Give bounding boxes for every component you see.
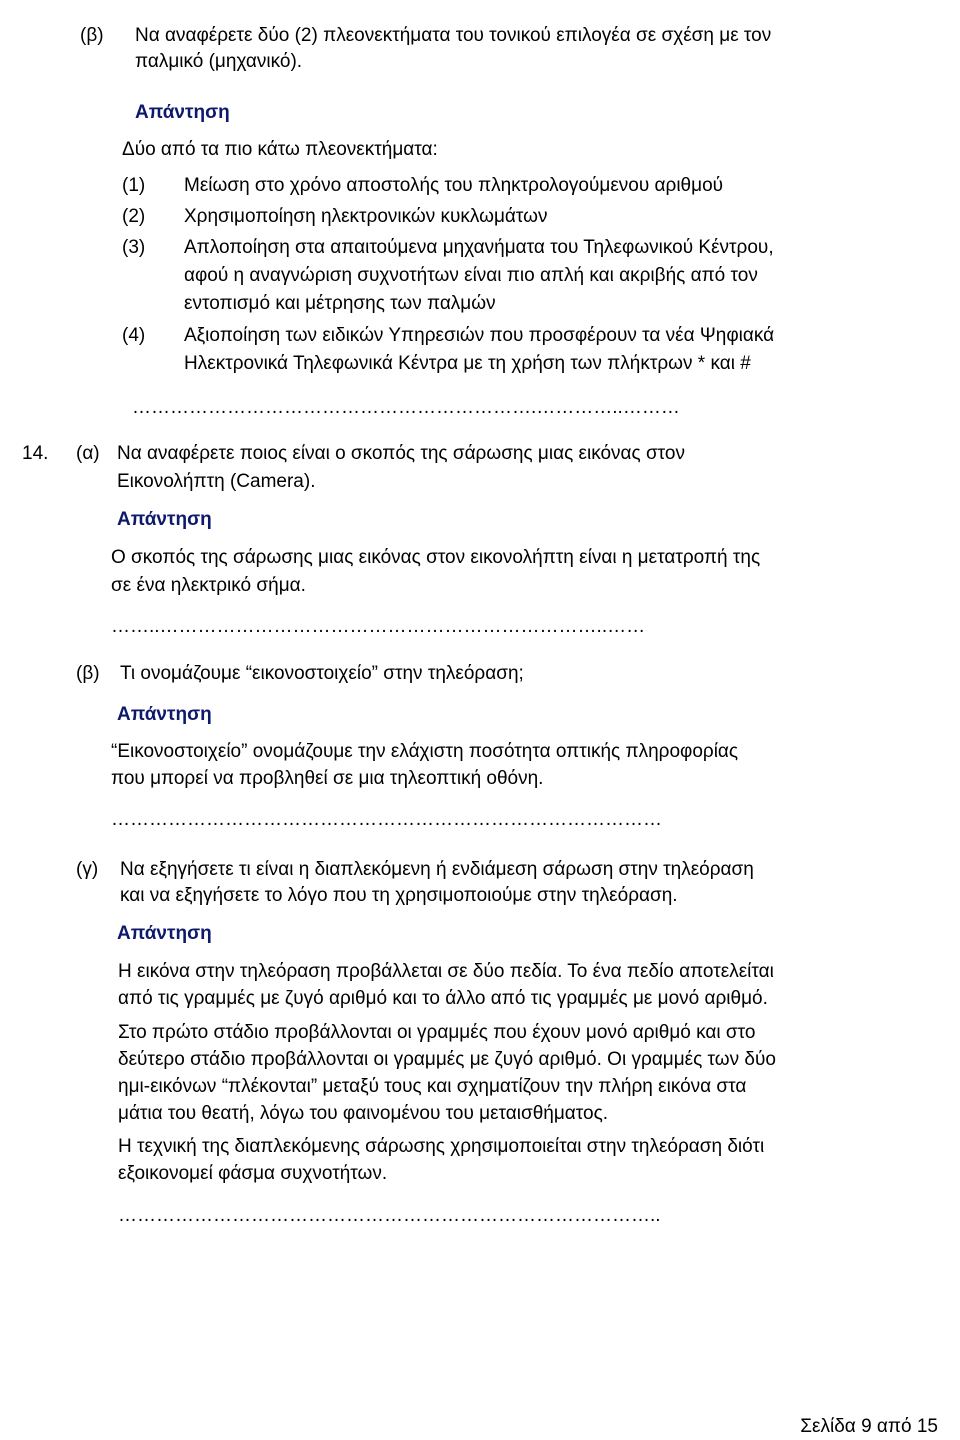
q14a-question-line2: Εικονολήπτη (Camera). <box>117 471 316 492</box>
q14b-answer-heading: Απάντηση <box>117 704 212 725</box>
q14c-p2-line4: μάτια του θεατή, λόγω του φαινομένου του μεταισθήματος. <box>118 1103 609 1124</box>
q14c-p3-line1: Η τεχνική της διαπλεκόμενης σάρωσης χρησιμοποιείται στην τηλεόραση διότι <box>118 1136 765 1157</box>
q13b-label: (β) <box>80 25 104 46</box>
q14a-answer-heading: Απάντηση <box>117 509 212 530</box>
q14-number: 14. <box>22 443 49 464</box>
q14b-question: Τι ονομάζουμε “εικονοστοιχείο” στην τηλεόραση; <box>120 663 524 684</box>
q14c-p2-line1: Στο πρώτο στάδιο προβάλλονται οι γραμμές που έχουν μονό αριθμό και στο <box>118 1022 756 1043</box>
q14b-dotted-line: …………………………………………………………………………… <box>111 809 662 830</box>
q13b-intro: Δύο από τα πιο κάτω πλεονεκτήματα: <box>122 139 438 160</box>
q14b-label: (β) <box>76 663 100 684</box>
q13b-item1-text: Μείωση στο χρόνο αποστολής του πληκτρολογούμενου αριθμού <box>184 175 724 196</box>
q14a-question-line1: Να αναφέρετε ποιος είναι ο σκοπός της σάρωσης μιας εικόνας στον <box>117 443 685 464</box>
q14c-dotted-line: ………………………………………………………………………….. <box>118 1205 661 1226</box>
q14c-p3-line2: εξοικονομεί φάσμα συχνοτήτων. <box>118 1163 388 1184</box>
q13b-item2-text: Χρησιμοποίηση ηλεκτρονικών κυκλωμάτων <box>184 206 548 227</box>
q14c-question-line1: Να εξηγήσετε τι είναι η διαπλεκόμενη ή ενδιάμεση σάρωση στην τηλεόραση <box>120 859 754 880</box>
q14c-question-line2: και να εξηγήσετε το λόγο που τη χρησιμοποιούμε στην τηλεόραση. <box>120 885 678 906</box>
q14a-label: (α) <box>76 443 100 464</box>
q14a-dotted-line: ……..……………………………………………………………..…… <box>111 616 646 637</box>
q14c-p2-line2: δεύτερο στάδιο προβάλλονται οι γραμμές με ζυγό αριθμό. Οι γραμμές των δύο <box>118 1049 776 1070</box>
q14c-p2-line3: ημι-εικόνων “πλέκονται” μεταξύ τους και σχηματίζουν την πλήρη εικόνα στα <box>118 1076 747 1097</box>
q14c-label: (γ) <box>76 859 99 880</box>
q14c-p1-line2: από τις γραμμές με ζυγό αριθμό και το άλλο από τις γραμμές με μονό αριθμό. <box>118 988 768 1009</box>
q13b-question-line1: Να αναφέρετε δύο (2) πλεονεκτήματα του τονικού επιλογέα σε σχέση με τον <box>135 25 772 46</box>
q13b-item3-line1: Απλοποίηση στα απαιτούμενα μηχανήματα του Τηλεφωνικού Κέντρου, <box>184 237 774 258</box>
q13b-item4-num: (4) <box>122 325 146 346</box>
q13b-item1-num: (1) <box>122 175 146 196</box>
q14c-answer-heading: Απάντηση <box>117 923 212 944</box>
q14a-answer-line2: σε ένα ηλεκτρικό σήμα. <box>111 575 306 596</box>
q13b-question-line2: παλμικό (μηχανικό). <box>135 51 303 72</box>
q13b-item2-num: (2) <box>122 206 146 227</box>
q13b-answer-heading: Απάντηση <box>135 102 230 123</box>
q13b-item3-line2: αφού η αναγνώριση συχνοτήτων είναι πιο απλή και ακριβής από τον <box>184 265 758 286</box>
q14b-answer-line2: που μπορεί να προβληθεί σε μια τηλεοπτική οθόνη. <box>111 768 544 789</box>
q13b-item3-num: (3) <box>122 237 146 258</box>
q14b-answer-line1: “Εικονοστοιχείο” ονομάζουμε την ελάχιστη ποσότητα οπτικής πληροφορίας <box>111 741 739 762</box>
q13b-dotted-line: ……………………………………………………….…………..……… <box>132 397 680 418</box>
q13b-item4-line1: Αξιοποίηση των ειδικών Υπηρεσιών που προσφέρουν τα νέα Ψηφιακά <box>184 325 775 346</box>
q13b-item4-line2: Ηλεκτρονικά Τηλεφωνικά Κέντρα με τη χρήση των πλήκτρων * και # <box>184 353 751 374</box>
page-number: Σελίδα 9 από 15 <box>800 1416 938 1437</box>
q14c-p1-line1: Η εικόνα στην τηλεόραση προβάλλεται σε δύο πεδία. Το ένα πεδίο αποτελείται <box>118 961 774 982</box>
q14a-answer-line1: Ο σκοπός της σάρωσης μιας εικόνας στον εικονολήπτη είναι η μετατροπή της <box>111 547 761 568</box>
q13b-item3-line3: εντοπισμό και μέτρησης των παλμών <box>184 293 496 314</box>
